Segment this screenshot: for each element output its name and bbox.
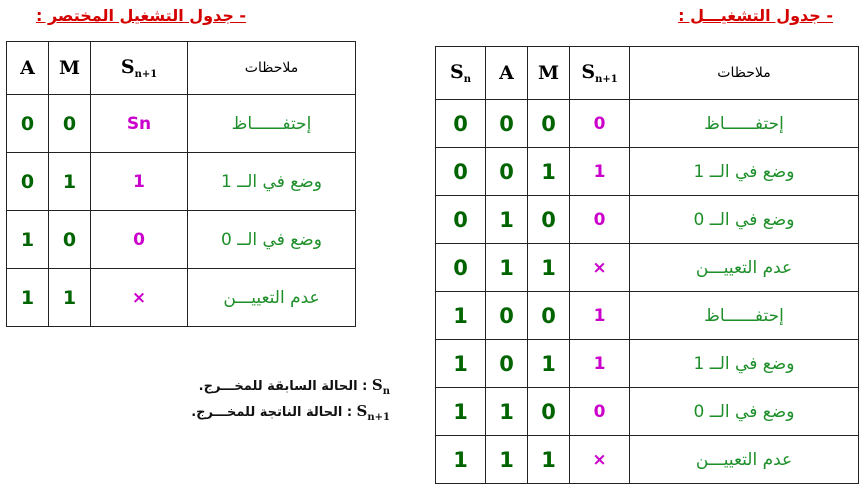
cell-m: 1: [49, 269, 91, 327]
legend-symbol: [371, 376, 390, 397]
header-notes: ملاحظات: [188, 42, 356, 95]
cell-a: 1: [486, 388, 528, 436]
cell-m: 0: [49, 95, 91, 153]
cell-m: 0: [528, 292, 570, 340]
cell-note: عدم التعييـــن: [630, 244, 859, 292]
cell-s-next: 1: [570, 292, 630, 340]
cell-note: وضع في الــ 1: [630, 340, 859, 388]
cell-m: 1: [528, 148, 570, 196]
cell-a: 1: [7, 269, 49, 327]
cell-m: 1: [528, 340, 570, 388]
legend-text: : الحالة الناتجة للمخـــرج.: [191, 405, 357, 420]
cell-s-next: 0: [570, 388, 630, 436]
header-s-next-sub: n+1: [134, 69, 158, 80]
header-s-next-main: S: [120, 56, 135, 78]
table-row: [436, 436, 859, 484]
cell-sn: 1: [436, 436, 486, 484]
legend-line-sn: [120, 372, 390, 398]
header-s-next-main: S: [581, 61, 596, 83]
header-s-next-sub: n+1: [595, 74, 618, 85]
short-operation-table: [6, 41, 356, 327]
cell-note: إحتفــــــاظ: [188, 95, 356, 153]
header-notes: ملاحظات: [630, 47, 859, 100]
table-header-row: [436, 47, 859, 100]
header-a: A: [486, 47, 528, 100]
table-row: [436, 148, 859, 196]
cell-note: عدم التعييـــن: [630, 436, 859, 484]
cell-sn: 0: [436, 244, 486, 292]
header-s-next: [570, 47, 630, 100]
cell-m: 0: [528, 196, 570, 244]
cell-s-next: 1: [91, 153, 188, 211]
cell-m: 1: [528, 436, 570, 484]
cell-m: 0: [49, 211, 91, 269]
cell-sn: 1: [436, 340, 486, 388]
cell-m: 0: [528, 388, 570, 436]
cell-note: وضع في الــ 1: [630, 148, 859, 196]
cell-s-next: ×: [570, 244, 630, 292]
cell-m: 1: [528, 244, 570, 292]
legend-symbol-sub: n+1: [367, 412, 390, 423]
cell-sn: 1: [436, 292, 486, 340]
table-row: [436, 292, 859, 340]
header-sn: [436, 47, 486, 100]
cell-note: إحتفــــــاظ: [630, 100, 859, 148]
cell-s-next: 1: [570, 148, 630, 196]
full-table-title: - جدول التشغيـــل :: [678, 6, 833, 25]
header-m: M: [49, 42, 91, 95]
legend-line-sn1: [120, 398, 390, 424]
full-operation-table: [435, 46, 859, 484]
header-a: A: [7, 42, 49, 95]
header-sn-sub: n: [463, 74, 471, 85]
cell-s-next: 0: [570, 196, 630, 244]
header-m: M: [528, 47, 570, 100]
cell-a: 0: [486, 148, 528, 196]
cell-note: وضع في الــ 1: [188, 153, 356, 211]
cell-sn: 0: [436, 100, 486, 148]
cell-note: وضع في الــ 0: [630, 388, 859, 436]
cell-a: 1: [486, 196, 528, 244]
cell-s-next: 0: [91, 211, 188, 269]
cell-a: 0: [7, 153, 49, 211]
legend-symbol-main: S: [371, 376, 383, 394]
table-row: [7, 269, 356, 327]
cell-note: إحتفــــــاظ: [630, 292, 859, 340]
cell-sn: 0: [436, 148, 486, 196]
cell-a: 0: [7, 95, 49, 153]
legend-text: : الحالة السابقة للمخـــرج.: [198, 379, 372, 394]
table-row: [7, 95, 356, 153]
legend-symbol-main: S: [356, 402, 368, 420]
cell-a: 1: [7, 211, 49, 269]
table-row: [436, 340, 859, 388]
cell-a: 0: [486, 340, 528, 388]
cell-m: 1: [49, 153, 91, 211]
header-s-next: [91, 42, 188, 95]
cell-note: وضع في الــ 0: [630, 196, 859, 244]
short-table-title: - جدول التشغيل المختصر :: [36, 6, 247, 25]
table-row: [436, 196, 859, 244]
table-header-row: [7, 42, 356, 95]
cell-a: 1: [486, 244, 528, 292]
table-row: [436, 244, 859, 292]
cell-s-next: ×: [91, 269, 188, 327]
cell-note: عدم التعييـــن: [188, 269, 356, 327]
cell-s-next: 1: [570, 340, 630, 388]
legend-symbol: [356, 402, 390, 423]
cell-a: 1: [486, 436, 528, 484]
cell-s-next: ×: [570, 436, 630, 484]
cell-a: 0: [486, 100, 528, 148]
cell-note: وضع في الــ 0: [188, 211, 356, 269]
table-row: [7, 153, 356, 211]
cell-sn: 1: [436, 388, 486, 436]
table-row: [436, 100, 859, 148]
cell-m: 0: [528, 100, 570, 148]
cell-s-next: Sn: [91, 95, 188, 153]
cell-sn: 0: [436, 196, 486, 244]
legend: [120, 372, 390, 424]
table-row: [7, 211, 356, 269]
table-row: [436, 388, 859, 436]
cell-a: 0: [486, 292, 528, 340]
legend-symbol-sub: n: [382, 386, 390, 397]
cell-s-next: 0: [570, 100, 630, 148]
header-sn-main: S: [449, 61, 464, 83]
